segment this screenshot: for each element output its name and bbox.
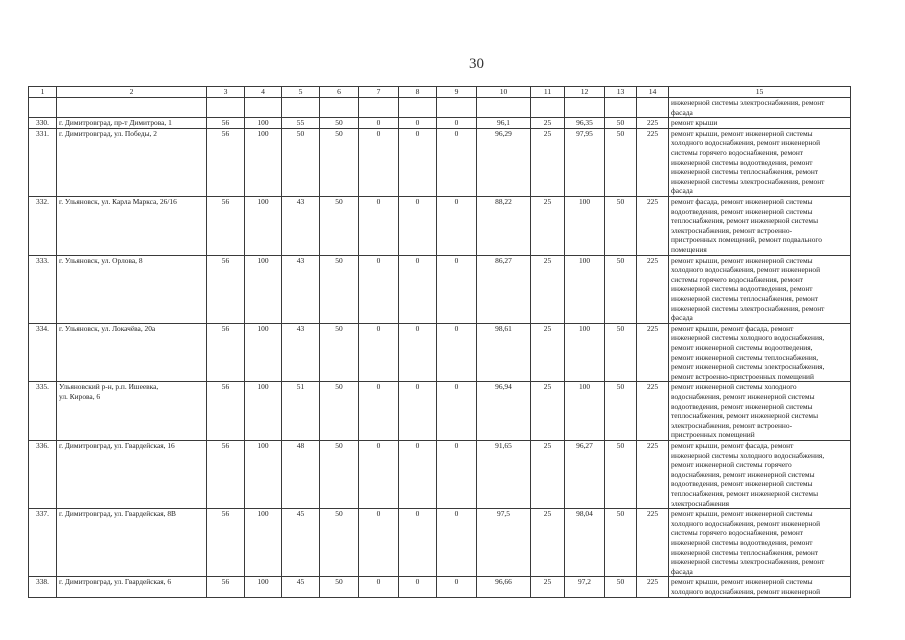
value-cell: 25: [531, 128, 565, 196]
value-cell: 56: [207, 255, 245, 323]
value-cell: 56: [207, 196, 245, 255]
work-line: ремонт крыши, ремонт фасада, ремонт: [671, 323, 794, 333]
value-cell: 56: [207, 382, 245, 441]
value-cell: 56: [207, 118, 245, 129]
row-number: 334.: [29, 323, 57, 382]
table-row: [29, 118, 851, 129]
value-cell: 0: [437, 509, 477, 577]
works-cell: [669, 98, 851, 118]
work-line: холодного водоснабжения, ремонт инженерной: [671, 265, 821, 275]
value-cell: 43: [282, 323, 320, 382]
column-number-row: [29, 87, 851, 98]
work-line: пристроенных помещений, ремонт подвального: [671, 235, 822, 245]
column-number-header: 5: [282, 87, 320, 98]
value-cell: 25: [531, 118, 565, 129]
value-cell: 48: [282, 440, 320, 508]
work-line: фасада: [671, 313, 693, 323]
works-cell: [669, 323, 851, 382]
work-line: ремонт инженерной системы электроснабжения,: [671, 362, 825, 372]
empty-cell: [320, 98, 359, 118]
address-cell: [57, 255, 207, 323]
value-cell: 0: [399, 128, 437, 196]
value-cell: 43: [282, 196, 320, 255]
value-cell: 56: [207, 440, 245, 508]
value-cell: 100: [245, 128, 282, 196]
work-line: инженерной системы холодного водоснабжения,: [671, 333, 825, 343]
work-line: ремонт крыши, ремонт инженерной системы: [671, 509, 813, 519]
work-line: водоотведения, ремонт инженерной системы: [671, 206, 813, 216]
column-number-header: 3: [207, 87, 245, 98]
works-cell: [669, 128, 851, 196]
value-cell: 50: [605, 509, 637, 577]
work-line: инженерной системы теплоснабжения, ремонт: [671, 167, 819, 177]
value-cell: 0: [437, 128, 477, 196]
value-cell: 56: [207, 577, 245, 597]
value-cell: 25: [531, 440, 565, 508]
value-cell: 225: [637, 255, 669, 323]
value-cell: 97,5: [477, 509, 531, 577]
value-cell: 50: [605, 118, 637, 129]
work-line: пристроенных помещений: [671, 430, 755, 440]
value-cell: 0: [399, 509, 437, 577]
value-cell: 0: [359, 323, 399, 382]
value-cell: 0: [359, 577, 399, 597]
work-line: инженерной системы водоотведения, ремонт: [671, 284, 813, 294]
table-row: [29, 382, 851, 441]
column-number-header: 7: [359, 87, 399, 98]
value-cell: 100: [245, 323, 282, 382]
value-cell: 50: [605, 382, 637, 441]
value-cell: 0: [359, 118, 399, 129]
value-cell: 100: [245, 577, 282, 597]
work-line: водоснабжения, ремонт инженерной системы: [671, 391, 815, 401]
value-cell: 100: [245, 118, 282, 129]
value-cell: 100: [565, 255, 605, 323]
value-cell: 225: [637, 382, 669, 441]
value-cell: 0: [399, 440, 437, 508]
empty-cell: [531, 98, 565, 118]
work-line: ремонт встроенно-пристроенных помещений: [671, 371, 814, 381]
work-line: фасада: [671, 566, 693, 576]
value-cell: 0: [359, 255, 399, 323]
value-cell: 0: [399, 382, 437, 441]
address-line: г. Ульяновск, ул. Карла Маркса, 26/16: [59, 196, 177, 206]
work-line: системы горячего водоснабжения, ремонт: [671, 528, 804, 538]
work-line: помещения: [671, 244, 707, 254]
work-line: холодного водоснабжения, ремонт инженерной: [671, 518, 821, 528]
address-line: г. Димитровград, ул. Гвардейская, 8В: [59, 509, 176, 519]
value-cell: 45: [282, 509, 320, 577]
address-cell: [57, 118, 207, 129]
column-number-header: 8: [399, 87, 437, 98]
column-number-header: 4: [245, 87, 282, 98]
value-cell: 50: [320, 509, 359, 577]
work-line: электроснабжения, ремонт встроенно-: [671, 420, 793, 430]
empty-cell: [207, 98, 245, 118]
value-cell: 0: [437, 196, 477, 255]
value-cell: 0: [399, 577, 437, 597]
works-cell: [669, 255, 851, 323]
works-cell: [669, 577, 851, 597]
row-number: 338.: [29, 577, 57, 597]
work-line: фасада: [671, 186, 693, 196]
row-number: 330.: [29, 118, 57, 129]
work-line: теплоснабжения, ремонт инженерной системы: [671, 488, 819, 498]
empty-cell: [637, 98, 669, 118]
work-line: теплоснабжения, ремонт инженерной системы: [671, 411, 819, 421]
empty-cell: [282, 98, 320, 118]
value-cell: 225: [637, 509, 669, 577]
value-cell: 98,61: [477, 323, 531, 382]
value-cell: 50: [320, 382, 359, 441]
work-line: ремонт крыши, ремонт фасада, ремонт: [671, 440, 794, 450]
column-number-header: 2: [57, 87, 207, 98]
work-line: ремонт инженерной системы горячего: [671, 460, 792, 470]
column-number-header: 9: [437, 87, 477, 98]
column-number-header: 1: [29, 87, 57, 98]
address-line: г. Димитровград, ул. Победы, 2: [59, 128, 157, 138]
table-row: [29, 577, 851, 597]
work-line: ремонт крыши, ремонт инженерной системы: [671, 255, 813, 265]
value-cell: 97,95: [565, 128, 605, 196]
value-cell: 0: [437, 440, 477, 508]
empty-cell: [399, 98, 437, 118]
value-cell: 25: [531, 196, 565, 255]
work-line: ремонт крыши, ремонт инженерной системы: [671, 128, 813, 138]
value-cell: 100: [565, 196, 605, 255]
value-cell: 50: [605, 577, 637, 597]
value-cell: 25: [531, 323, 565, 382]
value-cell: 96,35: [565, 118, 605, 129]
address-line: г. Ульяновск, ул. Локачёва, 20а: [59, 323, 156, 333]
value-cell: 96,27: [565, 440, 605, 508]
value-cell: 225: [637, 128, 669, 196]
value-cell: 50: [605, 323, 637, 382]
value-cell: 25: [531, 509, 565, 577]
column-number-header: 14: [637, 87, 669, 98]
work-line: инженерной системы водоотведения, ремонт: [671, 157, 813, 167]
work-line: инженерной системы электроснабжения, ремонт: [671, 303, 825, 313]
value-cell: 50: [320, 128, 359, 196]
column-number-header: 11: [531, 87, 565, 98]
value-cell: 0: [359, 509, 399, 577]
work-line: водоснабжения, ремонт инженерной системы: [671, 469, 815, 479]
value-cell: 0: [359, 382, 399, 441]
works-cell: [669, 118, 851, 129]
value-cell: 25: [531, 382, 565, 441]
value-cell: 100: [245, 255, 282, 323]
value-cell: 225: [637, 440, 669, 508]
value-cell: 0: [437, 255, 477, 323]
table-row: [29, 323, 851, 382]
empty-cell: [29, 98, 57, 118]
value-cell: 91,65: [477, 440, 531, 508]
empty-cell: [57, 98, 207, 118]
row-number: 333.: [29, 255, 57, 323]
empty-cell: [245, 98, 282, 118]
row-number: 331.: [29, 128, 57, 196]
value-cell: 96,66: [477, 577, 531, 597]
address-line: Ульяновский р-н, р.п. Ишеевка,: [59, 382, 159, 392]
value-cell: 50: [320, 323, 359, 382]
value-cell: 45: [282, 577, 320, 597]
column-number-header: 10: [477, 87, 531, 98]
work-line: ремонт инженерной системы водоотведения,: [671, 342, 813, 352]
value-cell: 50: [320, 577, 359, 597]
value-cell: 25: [531, 255, 565, 323]
works-cell: [669, 509, 851, 577]
value-cell: 56: [207, 323, 245, 382]
value-cell: 225: [637, 196, 669, 255]
address-cell: [57, 196, 207, 255]
value-cell: 50: [605, 440, 637, 508]
value-cell: 56: [207, 128, 245, 196]
address-line: г. Димитровград, ул. Гвардейская, 16: [59, 440, 175, 450]
value-cell: 225: [637, 323, 669, 382]
value-cell: 0: [399, 255, 437, 323]
value-cell: 225: [637, 577, 669, 597]
value-cell: 50: [605, 128, 637, 196]
value-cell: 98,04: [565, 509, 605, 577]
empty-cell: [437, 98, 477, 118]
row-number: 332.: [29, 196, 57, 255]
empty-cell: [477, 98, 531, 118]
work-line: теплоснабжения, ремонт инженерной системы: [671, 216, 819, 226]
work-line: водоотведения, ремонт инженерной системы: [671, 479, 813, 489]
work-line: инженерной системы теплоснабжения, ремонт: [671, 547, 819, 557]
works-cell: [669, 382, 851, 441]
value-cell: 0: [399, 323, 437, 382]
capital-repair-table: [28, 86, 851, 598]
value-cell: 97,2: [565, 577, 605, 597]
work-line: ремонт фасада, ремонт инженерной системы: [671, 196, 813, 206]
value-cell: 0: [399, 118, 437, 129]
value-cell: 100: [245, 509, 282, 577]
work-line: водоотведения, ремонт инженерной системы: [671, 401, 813, 411]
address-cell: [57, 382, 207, 441]
value-cell: 0: [359, 440, 399, 508]
value-cell: 50: [320, 118, 359, 129]
value-cell: 100: [245, 382, 282, 441]
row-number: 335.: [29, 382, 57, 441]
address-cell: [57, 323, 207, 382]
carry-over-row: [29, 98, 851, 118]
value-cell: 55: [282, 118, 320, 129]
address-line: г. Димитровград, ул. Гвардейская, 6: [59, 577, 172, 587]
value-cell: 0: [359, 128, 399, 196]
column-number-header: 6: [320, 87, 359, 98]
value-cell: 100: [245, 440, 282, 508]
address-cell: [57, 509, 207, 577]
value-cell: 43: [282, 255, 320, 323]
works-cell: [669, 440, 851, 508]
work-line: ремонт крыши, ремонт инженерной системы: [671, 577, 813, 587]
value-cell: 100: [565, 323, 605, 382]
work-line: системы горячего водоснабжения, ремонт: [671, 274, 804, 284]
column-number-header: 13: [605, 87, 637, 98]
value-cell: 51: [282, 382, 320, 441]
work-line: холодного водоснабжения, ремонт инженерной: [671, 586, 821, 596]
address-cell: [57, 440, 207, 508]
work-line: холодного водоснабжения, ремонт инженерной: [671, 138, 821, 148]
value-cell: 0: [437, 382, 477, 441]
value-cell: 86,27: [477, 255, 531, 323]
column-number-header: 12: [565, 87, 605, 98]
value-cell: 88,22: [477, 196, 531, 255]
empty-cell: [565, 98, 605, 118]
value-cell: 50: [320, 440, 359, 508]
work-line: инженерной системы электроснабжения, ремонт: [671, 557, 825, 567]
table-row: [29, 255, 851, 323]
row-number: 337.: [29, 509, 57, 577]
address-cell: [57, 128, 207, 196]
work-line: электроснабжения: [671, 498, 730, 508]
address-line: г. Ульяновск, ул. Орлова, 8: [59, 255, 143, 265]
work-line: инженерной системы водоотведения, ремонт: [671, 537, 813, 547]
value-cell: 100: [565, 382, 605, 441]
work-line: инженерной системы электроснабжения, ремонт: [671, 98, 825, 107]
value-cell: 56: [207, 509, 245, 577]
address-line: г. Димитровград, пр-т Димитрова, 1: [59, 118, 172, 128]
column-number-header: 15: [669, 87, 851, 98]
work-line: ремонт инженерной системы теплоснабжения,: [671, 352, 819, 362]
table-row: [29, 128, 851, 196]
address-line: ул. Кирова, 6: [59, 391, 101, 401]
value-cell: 0: [437, 577, 477, 597]
work-line: инженерной системы электроснабжения, ремонт: [671, 176, 825, 186]
value-cell: 0: [437, 323, 477, 382]
value-cell: 0: [359, 196, 399, 255]
table-row: [29, 440, 851, 508]
value-cell: 96,94: [477, 382, 531, 441]
address-cell: [57, 577, 207, 597]
work-line: инженерной системы теплоснабжения, ремонт: [671, 293, 819, 303]
value-cell: 96,1: [477, 118, 531, 129]
work-line: ремонт инженерной системы холодного: [671, 382, 797, 392]
works-cell: [669, 196, 851, 255]
work-line: системы горячего водоснабжения, ремонт: [671, 147, 804, 157]
value-cell: 50: [320, 196, 359, 255]
value-cell: 50: [605, 255, 637, 323]
value-cell: 96,29: [477, 128, 531, 196]
work-line: ремонт крыши: [671, 118, 718, 128]
table-row: [29, 509, 851, 577]
work-line: инженерной системы холодного водоснабжения,: [671, 450, 825, 460]
work-line: фасада: [671, 107, 693, 117]
value-cell: 225: [637, 118, 669, 129]
page-number: 30: [469, 56, 484, 72]
row-number: 336.: [29, 440, 57, 508]
empty-cell: [605, 98, 637, 118]
value-cell: 50: [605, 196, 637, 255]
table-row: [29, 196, 851, 255]
value-cell: 50: [282, 128, 320, 196]
value-cell: 0: [399, 196, 437, 255]
work-line: электроснабжения, ремонт встроенно-: [671, 225, 793, 235]
empty-cell: [359, 98, 399, 118]
value-cell: 25: [531, 577, 565, 597]
value-cell: 0: [437, 118, 477, 129]
value-cell: 50: [320, 255, 359, 323]
value-cell: 100: [245, 196, 282, 255]
